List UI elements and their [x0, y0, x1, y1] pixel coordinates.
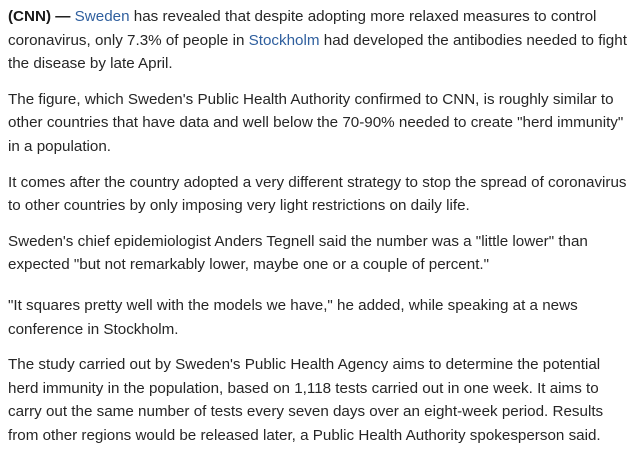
paragraph-1-text-b: had developed the antibodies needed to fight the disease by late April.: [8, 31, 627, 73]
paragraph-3: It comes after the country adopted a very different strategy to stop the spread of coronavirus to other countries by only imposing very light restrictions on daily life.: [8, 173, 627, 215]
paragraph-1: [8, 5, 634, 76]
paragraph-6: The study carried out by Sweden's Public Health Agency aims to determine the potential herd immunity in the population, based on 1,118 tests carried out in one week. It aims to carry out the same number of tests every seven days over an eight-week period. Results from other regions would be released later, a Public Health Authority spokesperson said.: [8, 356, 604, 444]
link-stockholm[interactable]: Stockholm: [248, 31, 320, 49]
link-sweden[interactable]: Sweden: [74, 8, 130, 25]
source-label: (CNN) —: [8, 8, 71, 25]
paragraph-2: The figure, which Sweden's Public Health Authority confirmed to CNN, is roughly similar to other countries that have data and well below the 70-90% needed to create "herd immunity" in a population.: [8, 90, 624, 155]
paragraph-1-text-a: has revealed that despite adopting more relaxed measures to control coronavirus, only 7.3% of people in: [8, 8, 597, 49]
paragraph-4: Sweden's chief epidemiologist Anders Tegnell said the number was a "little lower" than expected "but not remarkably lower, maybe one or a couple of percent.": [8, 232, 588, 274]
paragraph-5: "It squares pretty well with the models we have," he added, while speaking at a news conference in Stockholm.: [8, 296, 578, 338]
